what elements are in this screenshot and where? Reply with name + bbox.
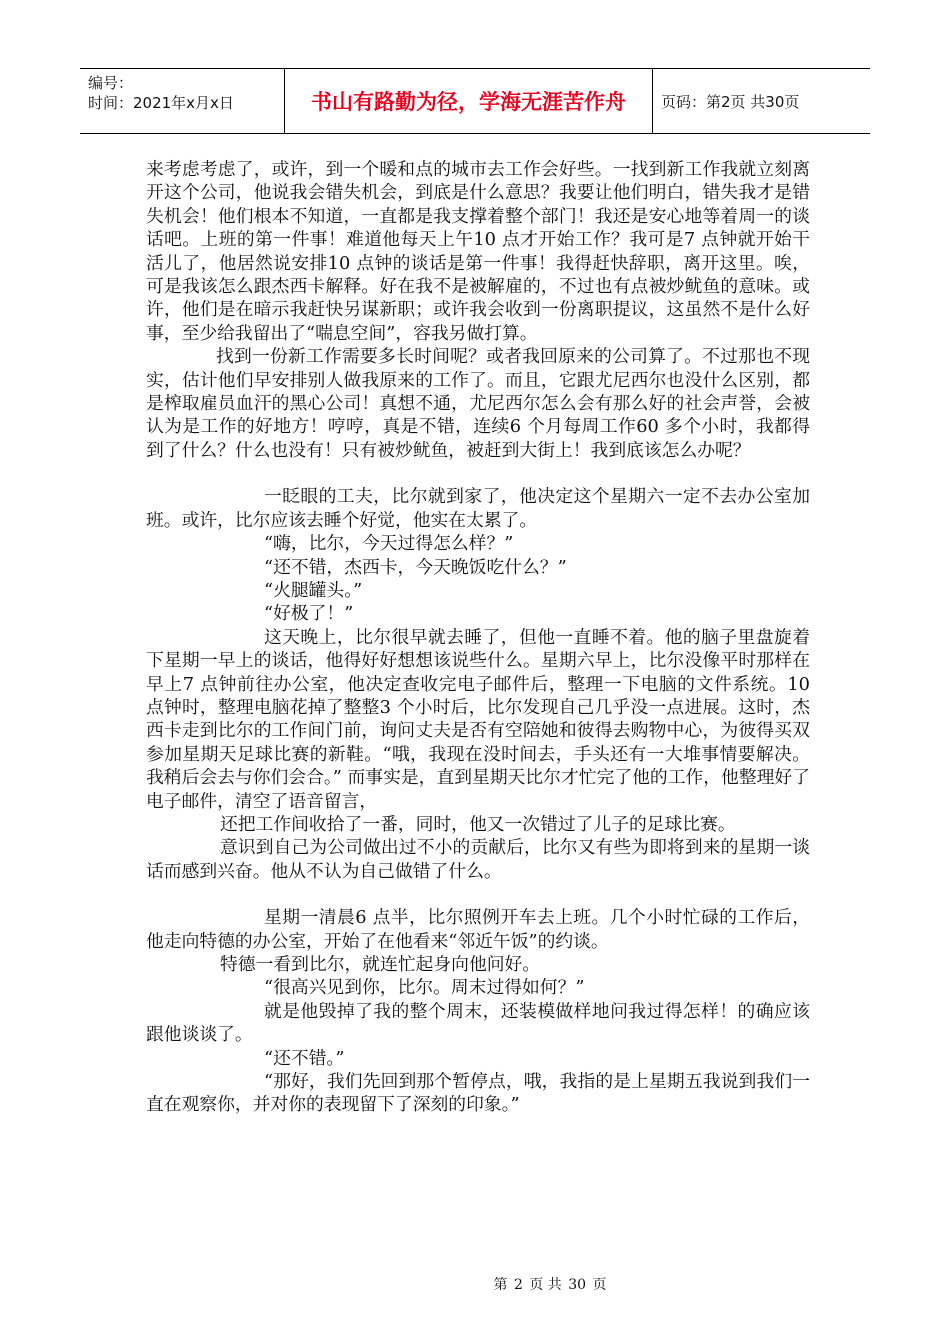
body-paragraph: 意识到自己为公司做出过不小的贡献后，比尔又有些为即将到来的星期一谈话而感到兴奋。他从不认为自己做错了什么。 [146, 837, 810, 882]
body-paragraph: 一眨眼的工夫，比尔就到家了，他决定这个星期六一定不去办公室加班。或许，比尔应该去睡个好觉，他实在太累了。 [146, 486, 810, 531]
footer-page-number: 2 [513, 1277, 523, 1293]
page-footer [0, 1274, 950, 1294]
document-body [146, 158, 810, 1117]
document-code-label: 编号： [88, 74, 134, 92]
header-page-info: 页码：第2页 共30页 [661, 92, 800, 111]
body-paragraph: “还不错，杰西卡，今天晚饭吃什么？” [264, 556, 567, 578]
footer-prefix: 第 [493, 1277, 508, 1293]
page-header [80, 68, 870, 134]
body-paragraph: “那好，我们先回到那个暂停点，哦，我指的是上星期五我说到我们一直在观察你，并对你的表现留下了深刻的印象。” [146, 1071, 810, 1116]
body-paragraph: “很高兴见到你，比尔。周末过得如何？” [264, 977, 585, 999]
paragraph-gap [146, 883, 810, 906]
footer-suffix: 页 [592, 1277, 607, 1293]
footer-total-pages: 30 [568, 1277, 587, 1293]
body-paragraph: “还不错。” [264, 1047, 345, 1069]
body-paragraph: “火腿罐头。” [264, 579, 363, 601]
header-motto: 书山有路勤为径，学海无涯苦作舟 [285, 69, 653, 133]
body-paragraph: 就是他毁掉了我的整个周末，还装模做样地问我过得怎样！的确应该跟他谈谈了。 [146, 1000, 810, 1046]
paragraph-gap [146, 462, 810, 485]
body-paragraph: 找到一份新工作需要多长时间呢？或者我回原来的公司算了。不过那也不现实，估计他们早安排别人做我原来的工作了。而且，它跟尤尼西尔也没什么区别，都是榨取雇员血汗的黑心公司！真想不通，尤尼西尔怎么会有那么好的社会声誉，会被认为是工作的好地方！哼哼，真是不错，连续6 个月每周工作60 多个小时，我都得到了什么？什么也没有！只有被炒鱿鱼，被赶到大街上！我到底该怎么办呢？ [146, 346, 810, 461]
footer-middle: 页 共 [529, 1277, 562, 1293]
body-paragraph: 星期一清晨6 点半，比尔照例开车去上班。几个小时忙碌的工作后，他走向特德的办公室，开始了在他看来“邻近午饭”的约谈。 [146, 907, 810, 952]
body-paragraph: 这天晚上，比尔很早就去睡了，但他一直睡不着。他的脑子里盘旋着下星期一早上的谈话，他得好好想想该说些什么。星期六早上，比尔没像平时那样在早上7 点钟前往办公室，他决定查收完电子邮件后，整理一下电脑的文件系统。10 点钟时，整理电脑花掉了整整3 个小时后，比尔发现自己几乎没一点进展。这时，杰西卡走到比尔的工作间门前，询问丈夫是否有空陪她和彼得去购物中心，为彼得买双参加星期天足球比赛的新鞋。“哦，我现在没时间去，手头还有一大堆事情要解决。我稍后会去与你们会合。” 而事实是，直到星期天比尔才忙完了他的工作，他整理好了电子邮件，清空了语音留言， [146, 626, 810, 812]
body-paragraph: 特德一看到比尔，就连忙起身向他问好。 [220, 954, 541, 975]
body-paragraph: 来考虑考虑了，或许，到一个暖和点的城市去工作会好些。一找到新工作我就立刻离开这个公司，他说我会错失机会，到底是什么意思？我要让他们明白，错失我才是错失机会！他们根本不知道，一直都是我支撑着整个部门！我还是安心地等着周一的谈话吧。上班的第一件事！难道他每天上午10 点才开始工作？我可是7 点钟就开始干活儿了，他居然说安排10 点钟的谈话是第一件事！我得赶快辞职，离开这里。唉，可是我该怎么跟杰西卡解释。好在我不是被解雇的，不过也有点被炒鱿鱼的意味。或许，他们是在暗示我赶快另谋新职；或许我会收到一份离职提议，这虽然不是什么好事，至少给我留出了“喘息空间”，容我另做打算。 [146, 159, 810, 344]
header-meta [80, 69, 285, 133]
body-paragraph: “嗨，比尔，今天过得怎么样？” [264, 533, 514, 555]
body-paragraph: 还把工作间收拾了一番，同时，他又一次错过了儿子的足球比赛。 [220, 813, 736, 835]
body-paragraph: “好极了！” [264, 603, 354, 625]
document-time-label: 时间：2021年x月x日 [88, 94, 234, 112]
